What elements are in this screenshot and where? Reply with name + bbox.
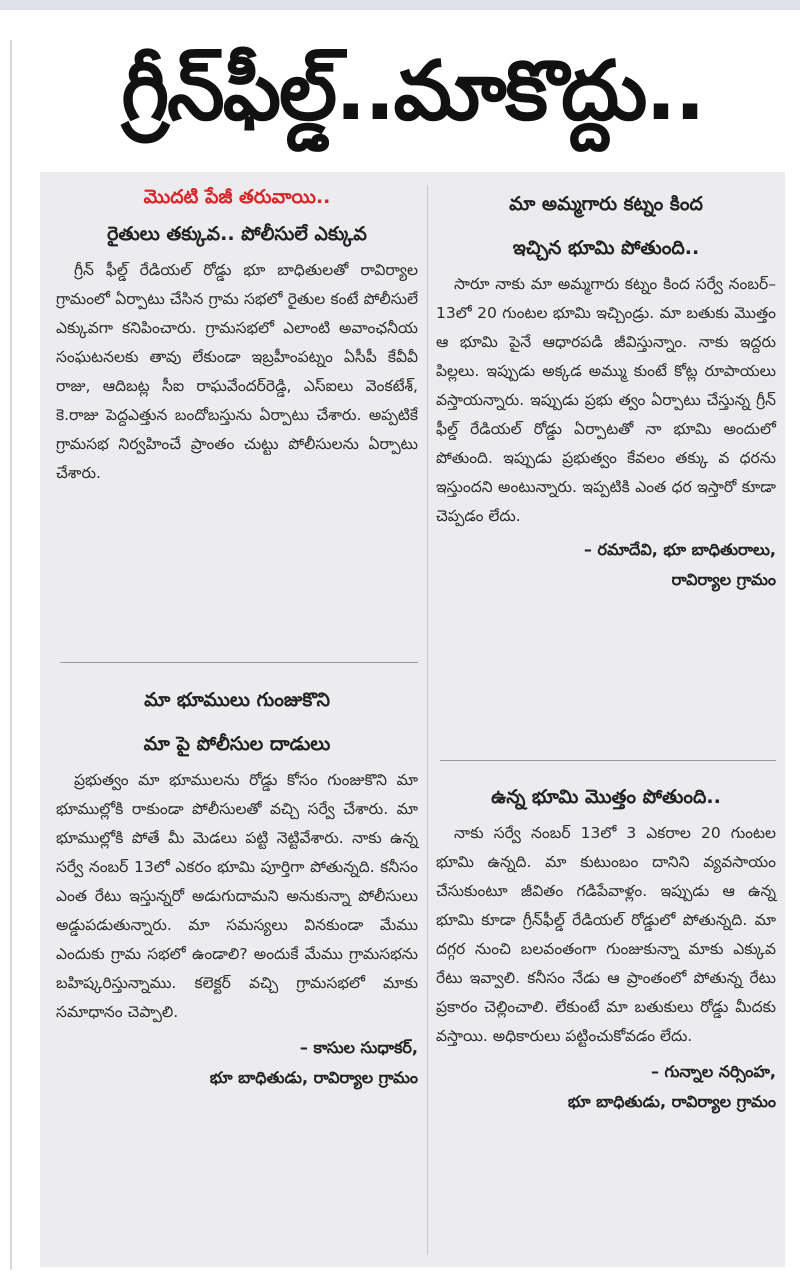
right-section-divider: [440, 760, 776, 761]
right-bottom-signature-name: – గున్నాల నర్సింహ,: [650, 1062, 776, 1081]
left-bottom-paragraph: ప్రభుత్వం మా భూములను రోడ్డు కోసం గుంజుకొని మా భూముల్లోకి రాకుండా పోలీసులతో వచ్చి సర్వే చేశారు. మా భూముల్లోకి పోతే మీ మెడలు పట్టి నెట్టివేశారు. నాకు ఉన్న సర్వే నంబర్‌ 13లో ఎకరం భూమి పూర్తిగా పోతున్నది. కనీసం ఎంత రేటు ఇస్తున్నరో అడుగుదామని అనుకున్నా పోలీసులు అడ్డుపడుతున్నారు. మా సమస్యలు వినకుండా మేము ఎందుకు గ్రామ సభలో ఉండాలి? అందుకే మేము గ్రామసభను బహిష్కరిస్తున్నాము. కలెక్టర్‌ వచ్చి గ్రామసభలో మాకు సమాధానం చెప్పాలి.: [56, 771, 418, 1021]
right-bottom-paragraph: నాకు సర్వే నంబర్‌ 13లో 3 ఎకరాల 20 గుంటల భూమి ఉన్నది. మా కుటుంబం దానిని వ్యవసాయం చేసుకుంటూ జీవితం గడిపేవాళ్లం. ఇప్పుడు ఆ ఉన్న భూమి కూడా గ్రీన్‌ఫీల్డ్‌ రేడియల్‌ రోడ్డులో పోతున్నది. మా దగ్గర నుంచి బలవంతంగా గుంజుకున్నా మాకు ఎక్కువ రేటు ఇవ్వాలి. కనీసం నేడు ఆ ప్రాంతంలో పోతున్న రేటు ప్రకారం చెల్లించాలి. లేకుంటే మా బతుకులు రోడ్డు మీదకు వస్తాయి. అధికారులు పట్టించుకోవడం లేదు.: [436, 824, 776, 1045]
left-top-paragraph: గ్రీన్‌ ఫీల్డ్‌ రేడియల్‌ రోడ్డు భూ బాధితులతో రావిర్యాల గ్రామంలో ఏర్పాటు చేసిన గ్రామ సభలో రైతుల కంటే పోలీసులే ఎక్కువగా కనిపించారు. గ్రామసభలో ఎలాంటి అవాంఛనీయ సంఘటనలకు తావు లేకుండా ఇబ్రహీంపట్నం ఏసీపీ కేవీవీ రాజు, ఆదిబట్ల సీఐ రాఘవేందర్‌రెడ్డి, ఎస్‌ఐలు వెంకటేశ్‌, కె.రాజు పెద్దఎత్తున బందోబస్తును ఏర్పాటు చేశారు. అప్పటికే గ్రామసభ నిర్వహించే ప్రాంతం చుట్టు పోలీసులను ఏర్పాటు చేశారు.: [56, 261, 418, 482]
left-bottom-subhead-line1: మా భూములు గుంజుకొని: [144, 689, 330, 711]
left-bottom-signature-name: – కాసుల సుధాకర్‌,: [299, 1038, 418, 1057]
right-top-subhead-line1: మా అమ్మగారు కట్నం కింద: [509, 193, 703, 215]
right-top-section: [436, 182, 776, 742]
headline: గ్రీన్‌ఫీల్డ్‌..మాకొద్దు..: [121, 44, 704, 139]
right-top-body: [436, 270, 776, 531]
left-bottom-section: [56, 678, 418, 1258]
continued-kicker: మొదటి పేజీ తరువాయి..: [143, 186, 331, 208]
top-strip: [0, 0, 800, 10]
right-top-paragraph: సారూ నాకు మా అమ్మగారు కట్నం కింద సర్వే నంబర్‌–13లో 20 గుంటల భూమి ఇచ్చిండ్రు. మా బతుకు మొత్తం ఆ భూమి పైనే ఆధారపడి జీవిస్తున్నాం. నాకు ఇద్దరు పిల్లలు. ఇప్పుడు అక్కడ అమ్ము కుంటే కోట్ల రూపాయలు వస్తాయన్నారు. ఇప్పుడు ప్రభు త్వం ఏర్పాటు చేస్తున్న గ్రీన్‌ ఫీల్డ్‌ రేడియల్‌ రోడ్డు ఏర్పాటతో నా భూమి అందులో పోతుంది. ఇప్పుడు ప్రభుత్వం కేవలం తక్కు వ ధరను ఇస్తుందని అంటున్నారు. ఇప్పటికి ఎంత ధర ఇస్తారో కూడా చెప్పడం లేదు.: [436, 275, 776, 525]
right-bottom-signature-place: భూ బాధితుడు, రావిర్యాల గ్రామం: [567, 1092, 776, 1111]
right-top-signature-name: – రమాదేవి, భూ బాధితురాలు,: [583, 540, 776, 559]
left-section-divider: [60, 662, 418, 663]
left-bottom-body: [56, 766, 418, 1027]
right-top-subhead-line2: ఇచ్చిన భూమి పోతుంది..: [512, 237, 700, 259]
right-bottom-body: [436, 819, 776, 1051]
left-bottom-subhead-line2: మా పై పోలీసుల దాడులు: [143, 733, 331, 755]
page-margin-rule: [10, 40, 12, 1270]
left-top-body: [56, 256, 418, 488]
left-top-subhead: రైతులు తక్కువ.. పోలీసులే ఎక్కువ: [107, 223, 367, 245]
right-bottom-section: [436, 775, 776, 1260]
right-bottom-subhead: ఉన్న భూమి మొత్తం పోతుంది..: [491, 786, 721, 808]
left-top-section: [56, 182, 418, 652]
column-divider: [427, 185, 428, 1255]
left-bottom-signature-place: భూ బాధితుడు, రావిర్యాల గ్రామం: [209, 1068, 418, 1087]
right-top-signature-place: రావిర్యాల గ్రామం: [671, 570, 776, 589]
